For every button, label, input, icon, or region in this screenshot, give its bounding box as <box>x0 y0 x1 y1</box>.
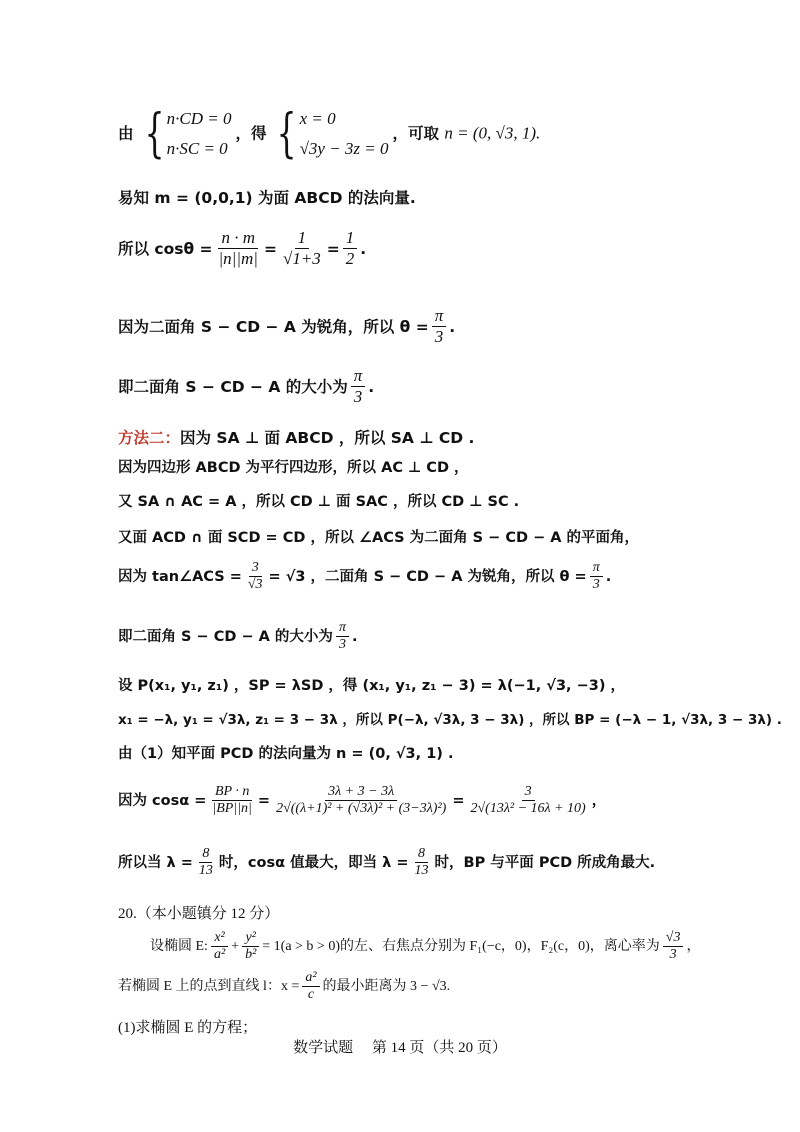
fraction-pi-3 <box>432 306 447 347</box>
denominator: 2√(13λ² − 16λ + 10) <box>470 801 586 816</box>
text-post: 的最小距离为 3 − √3. <box>322 978 451 994</box>
text-post: . <box>449 317 456 336</box>
denominator: |BP||n| <box>212 801 252 816</box>
line-set-p <box>118 676 625 696</box>
text-pre: 因为 tan∠ACS = <box>118 568 242 585</box>
text-post: . <box>360 239 367 258</box>
text-post: 时，BP 与平面 PCD 所成角最大. <box>434 854 656 871</box>
fraction-y2-b2 <box>242 930 259 963</box>
question-20-heading <box>118 904 279 924</box>
fraction-2 <box>280 228 324 269</box>
numerator: a² <box>302 970 319 987</box>
denominator: b² <box>245 947 257 962</box>
text-pre: 所以当 λ = <box>118 854 193 871</box>
numerator: π <box>351 366 366 387</box>
text: 易知 m = (0,0,1) 为面 ABCD 的法向量. <box>118 189 416 207</box>
line-system-equations <box>118 104 540 164</box>
line-normal-m <box>118 188 416 208</box>
page-footer <box>0 1038 800 1058</box>
text: (1)求椭圆 E 的方程； <box>118 1020 258 1036</box>
fraction-pi-3 <box>590 560 603 593</box>
equation-system-1: { n·CD = 0 n·SC = 0 <box>144 104 232 164</box>
denominator: 13 <box>414 863 429 878</box>
numerator: π <box>336 620 349 637</box>
denominator: 3 <box>353 387 363 406</box>
text: 设 P(x₁, y₁, z₁) ，SP = λSD ，得 (x₁, y₁, z₁ − 3) = λ(−1, √3, −3) ， <box>118 678 626 694</box>
fraction-3 <box>467 784 588 817</box>
fraction-pi-3 <box>351 366 366 407</box>
fraction-a2-c <box>302 970 319 1003</box>
fraction-2 <box>273 784 449 817</box>
numerator: x² <box>211 930 227 947</box>
line-ellipse-def <box>150 930 700 963</box>
denominator: c <box>307 987 315 1002</box>
eq-x: x = 0 <box>299 109 336 128</box>
fraction-1 <box>216 228 261 269</box>
line-tan-acs <box>118 560 611 593</box>
denominator: 13 <box>198 863 213 878</box>
fraction-8-13 <box>196 846 216 879</box>
eq-n-cd: n·CD = 0 <box>166 109 232 128</box>
fraction-x2-a2 <box>211 930 228 963</box>
line-min-distance <box>118 970 450 1003</box>
fraction-1 <box>209 784 255 817</box>
text-post: ，可取 <box>392 124 440 143</box>
denominator: 3 <box>592 577 600 592</box>
line-acute-angle <box>118 306 455 347</box>
numerator: 3λ + 3 − 3λ <box>325 784 397 801</box>
text: 因为 SA ⊥ 面 ABCD ，所以 SA ⊥ CD . <box>180 429 475 447</box>
denominator: 3 <box>669 947 677 962</box>
text-pre: 即二面角 S − CD − A 的大小为 <box>118 377 348 396</box>
text-mid: = √3 ，二面角 S − CD − A 为锐角，所以 θ = <box>268 568 587 585</box>
text-post: . <box>605 568 612 585</box>
numerator: y² <box>242 930 258 947</box>
denominator: √1+3 <box>282 249 321 268</box>
equals: = <box>257 792 271 809</box>
fraction-pi-3 <box>336 620 349 653</box>
text-pre: 若椭圆 E 上的点到直线 l：x = <box>118 978 300 994</box>
denominator: 2√((λ+1)² + (√3λ)² + (3−3λ)²) <box>276 801 447 816</box>
text-post: ， <box>686 938 701 954</box>
line-dihedral-size <box>118 366 374 407</box>
denominator: 3 <box>434 327 444 346</box>
text-post: . <box>368 377 375 396</box>
text-pre: 因为 cosα = <box>118 792 207 809</box>
line-cd-perp-sc <box>118 492 519 512</box>
fraction-eccentricity <box>663 930 684 963</box>
line-plane-angle <box>118 528 639 548</box>
line-max-angle <box>118 846 655 879</box>
denominator: 2 <box>345 249 355 268</box>
text: 因为四边形 ABCD 为平行四边形，所以 AC ⊥ CD ， <box>118 460 469 476</box>
text: 又 SA ∩ AC = A ，所以 CD ⊥ 面 SAC ，所以 CD ⊥ SC . <box>118 494 520 510</box>
line-dihedral-size-2 <box>118 620 357 653</box>
text: x₁ = −λ, y₁ = √3λ, z₁ = 3 − 3λ ，所以 P(−λ, √3λ, 3 − 3λ) ，所以 BP = (−λ − 1, √3λ, 3 − 3λ) . <box>118 712 782 728</box>
text-pre: 即二面角 S − CD − A 的大小为 <box>118 628 333 645</box>
line-parallelogram <box>118 458 469 478</box>
line-method-two <box>118 428 474 448</box>
numerator: √3 <box>663 930 684 947</box>
plus: + <box>231 938 240 954</box>
numerator: 3 <box>249 560 262 577</box>
denominator: 3 <box>338 637 346 652</box>
numerator: π <box>590 560 603 577</box>
text-pre: 设椭圆 E: <box>150 938 208 954</box>
equals: = <box>452 792 465 809</box>
text-post: ， <box>591 792 607 809</box>
vector-n: n = (0, √3, 1). <box>444 123 541 143</box>
equals: = <box>263 239 277 258</box>
line-cos-alpha <box>118 784 606 817</box>
line-cos-theta <box>118 228 366 269</box>
fraction-8-13 <box>412 846 432 879</box>
equation-system-2: { x = 0 √3y − 3z = 0 <box>277 104 389 164</box>
text-mid: ，得 <box>235 124 267 143</box>
numerator: 8 <box>415 846 428 863</box>
line-pcd-normal <box>118 744 453 764</box>
line-part-1 <box>118 1018 257 1038</box>
eq-n-sc: n·SC = 0 <box>166 139 228 158</box>
text-pre: 由 <box>118 124 134 143</box>
numerator: BP · n <box>212 784 252 801</box>
method-two-label: 方法二： <box>118 429 181 447</box>
text: 由（1）知平面 PCD 的法向量为 n = (0, √3, 1) . <box>118 746 454 762</box>
numerator: 1 <box>343 228 358 249</box>
text: 20.（本小题镇分 12 分） <box>118 906 280 922</box>
text-post: . <box>351 628 358 645</box>
numerator: 8 <box>199 846 212 863</box>
eq-yz: √3y − 3z = 0 <box>299 139 389 158</box>
fraction-3 <box>343 228 358 269</box>
text-mid: = 1(a > b > 0)的左、右焦点分别为 F₁(−c，0)，F₂(c，0)，离心率为 <box>262 938 660 954</box>
text: 又面 ACD ∩ 面 SCD = CD ，所以 ∠ACS 为二面角 S − CD − A 的平面角， <box>118 530 640 546</box>
line-bp-vector <box>118 710 782 730</box>
numerator: n · m <box>218 228 258 249</box>
text-pre: 因为二面角 S − CD − A 为锐角，所以 θ = <box>118 317 429 336</box>
denominator: a² <box>213 947 226 962</box>
fraction-3-sqrt3 <box>245 560 266 593</box>
numerator: π <box>432 306 447 327</box>
numerator: 1 <box>295 228 310 249</box>
equals: = <box>326 239 340 258</box>
numerator: 3 <box>522 784 535 801</box>
denominator: √3 <box>247 577 263 592</box>
footer-text: 数学试题 第 14 页（共 20 页） <box>293 1040 507 1056</box>
text-pre: 所以 cosθ = <box>118 239 213 258</box>
text-mid: 时，cosα 值最大，即当 λ = <box>218 854 409 871</box>
denominator: |n||m| <box>218 249 258 268</box>
